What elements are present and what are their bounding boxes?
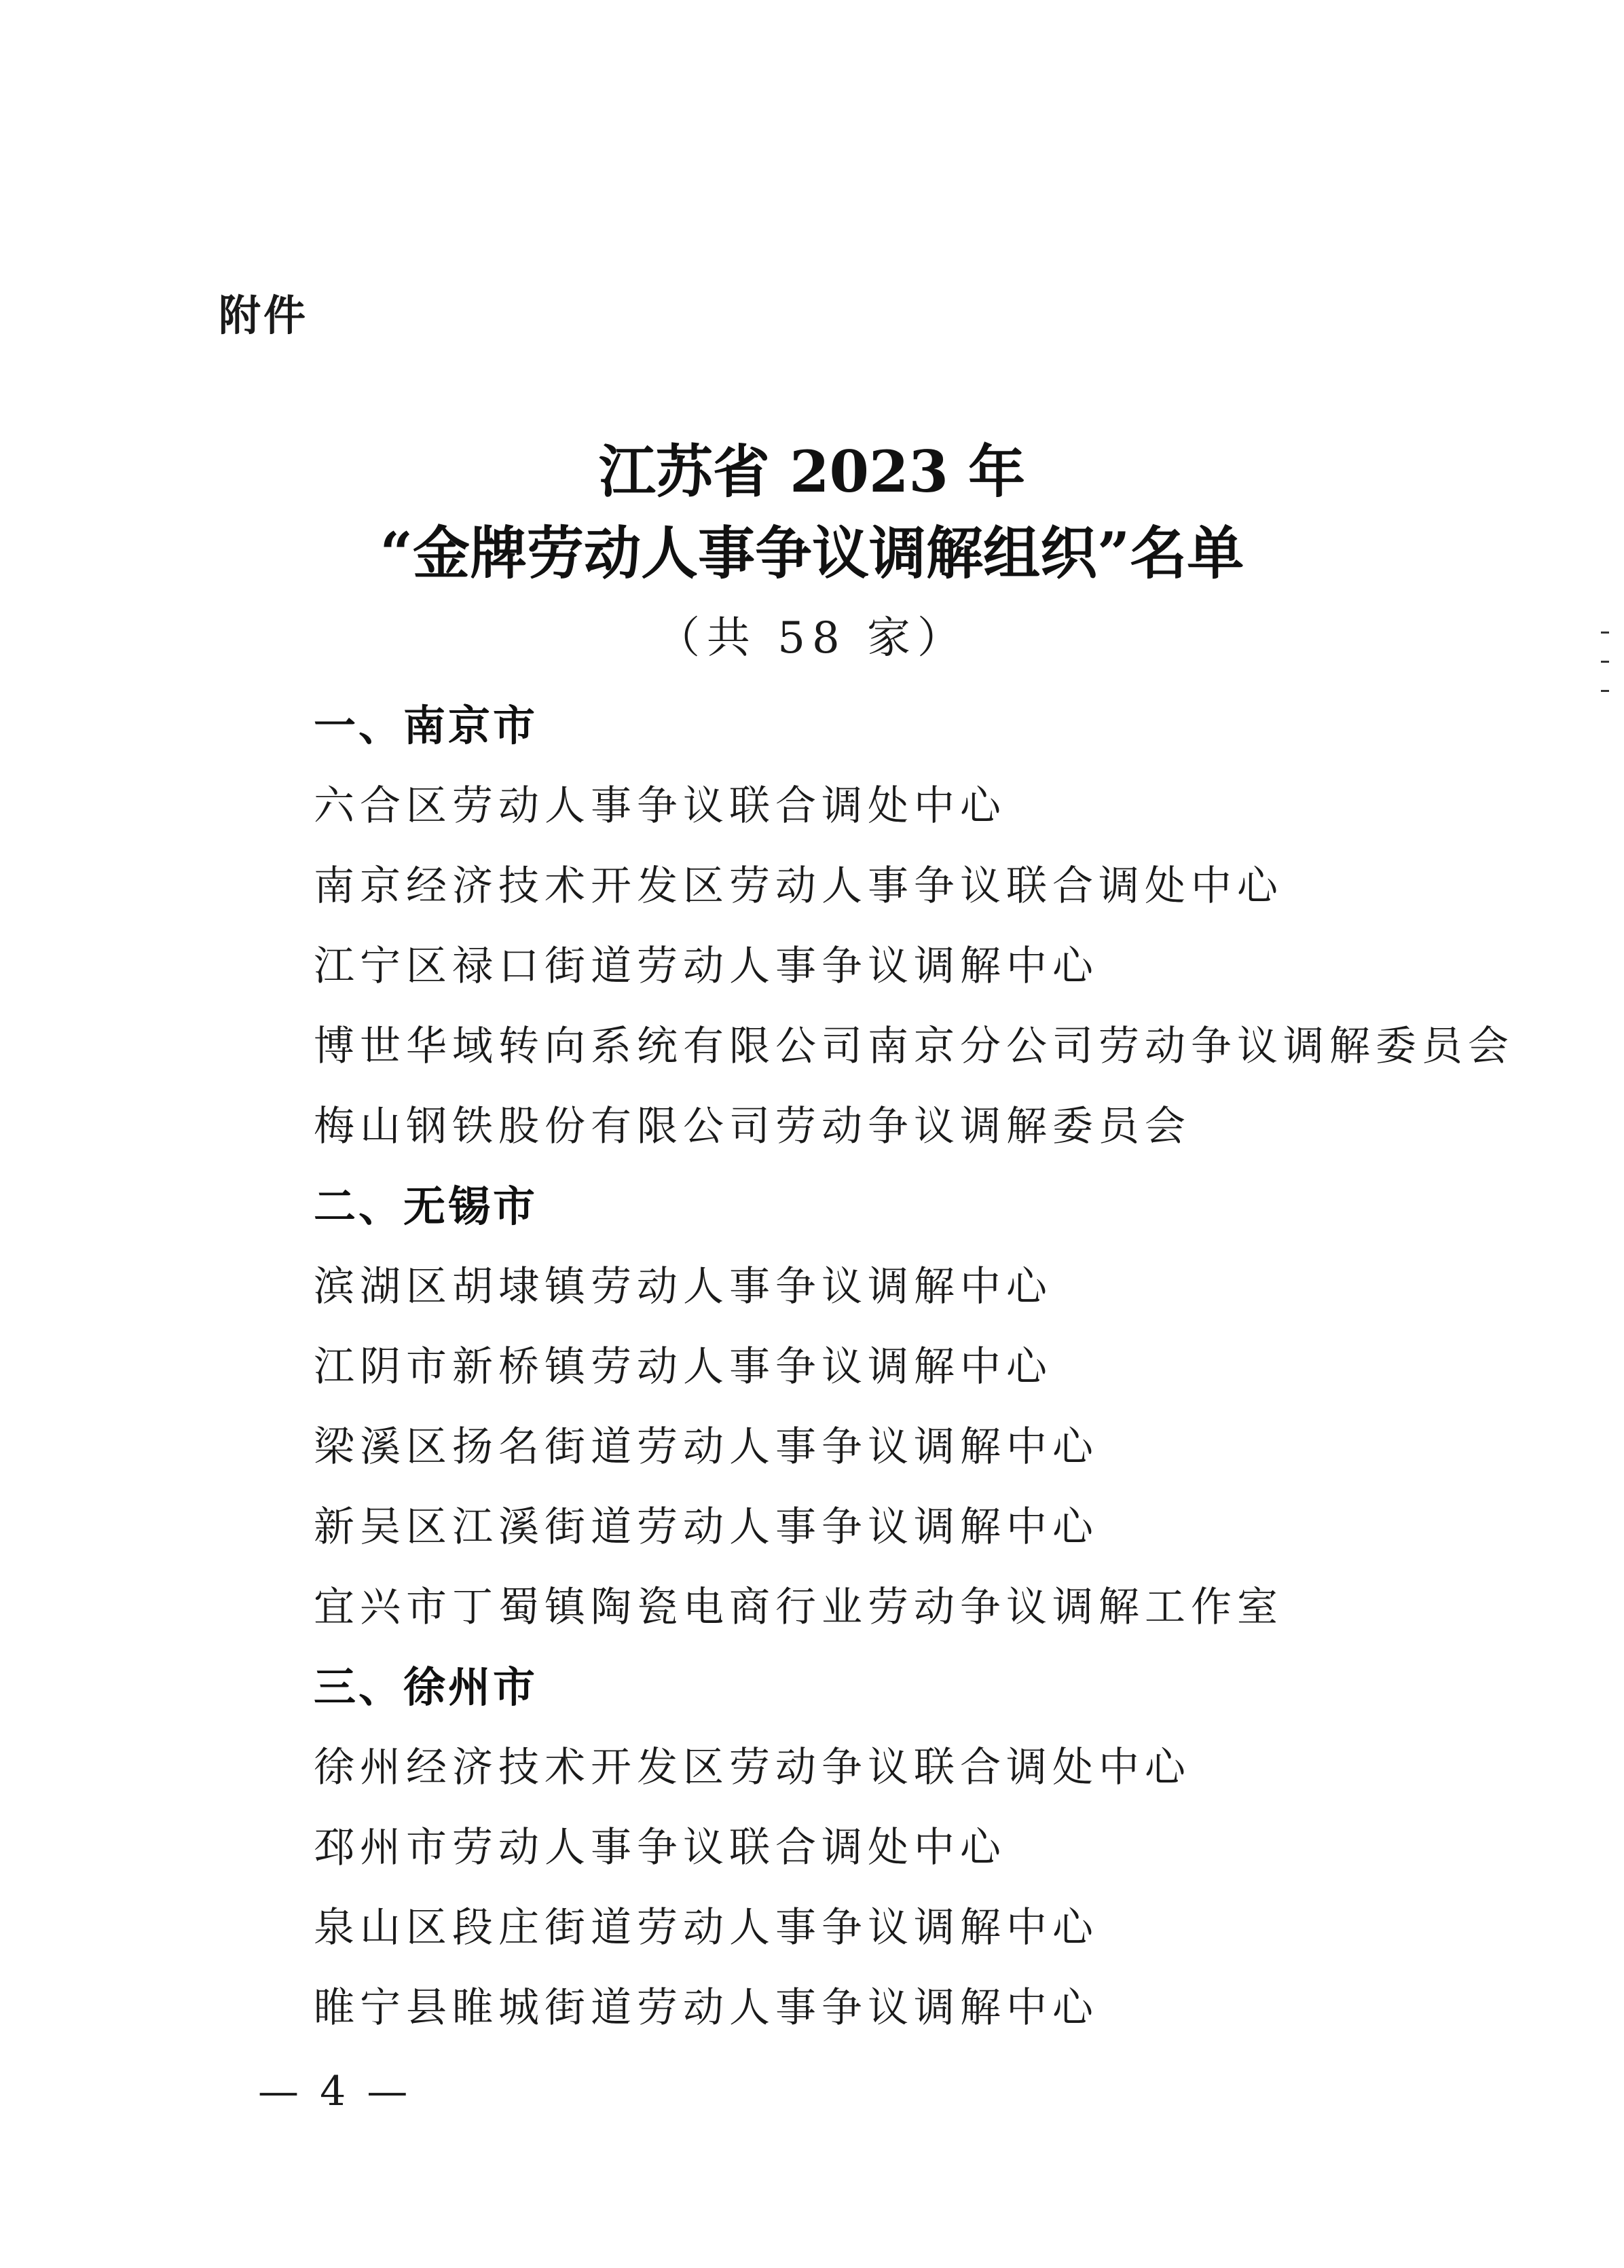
list-item: 南京经济技术开发区劳动人事争议联合调处中心 [314, 862, 1283, 910]
list-item: 滨湖区胡埭镇劳动人事争议调解中心 [314, 1263, 1052, 1311]
binding-mark [1601, 690, 1609, 692]
list-item: 梅山钢铁股份有限公司劳动争议调解委员会 [314, 1103, 1191, 1150]
section-heading-nanjing: 一、南京市 [314, 701, 538, 750]
list-item: 六合区劳动人事争议联合调处中心 [314, 782, 1006, 830]
document-title-line-1: 江苏省 2023 年 [598, 438, 1026, 505]
list-item: 睢宁县睢城街道劳动人事争议调解中心 [314, 1984, 1099, 2032]
binding-marks [1594, 632, 1614, 713]
list-item: 博世华域转向系统有限公司南京分公司劳动争议调解委员会 [314, 1023, 1514, 1070]
binding-mark [1601, 632, 1609, 634]
binding-mark [1601, 661, 1609, 663]
list-item: 江宁区禄口街道劳动人事争议调解中心 [314, 943, 1099, 990]
page-number: — 4 — [258, 2068, 412, 2115]
count-note: （共 58 家） [656, 613, 968, 663]
attachment-label: 附件 [219, 291, 309, 340]
list-item: 宜兴市丁蜀镇陶瓷电商行业劳动争议调解工作室 [314, 1584, 1283, 1631]
list-item: 梁溪区扬名街道劳动人事争议调解中心 [314, 1423, 1099, 1471]
list-item: 泉山区段庄街道劳动人事争议调解中心 [314, 1904, 1099, 1952]
section-heading-wuxi: 二、无锡市 [314, 1182, 538, 1231]
list-item: 江阴市新桥镇劳动人事争议调解中心 [314, 1343, 1052, 1391]
list-item: 新吴区江溪街道劳动人事争议调解中心 [314, 1503, 1099, 1551]
section-heading-xuzhou: 三、徐州市 [314, 1662, 538, 1712]
organization-list [314, 686, 1549, 2048]
list-item: 邳州市劳动人事争议联合调处中心 [314, 1824, 1006, 1871]
list-item: 徐州经济技术开发区劳动争议联合调处中心 [314, 1744, 1191, 1791]
document-title-line-2: “金牌劳动人事争议调解组织”名单 [380, 519, 1244, 587]
